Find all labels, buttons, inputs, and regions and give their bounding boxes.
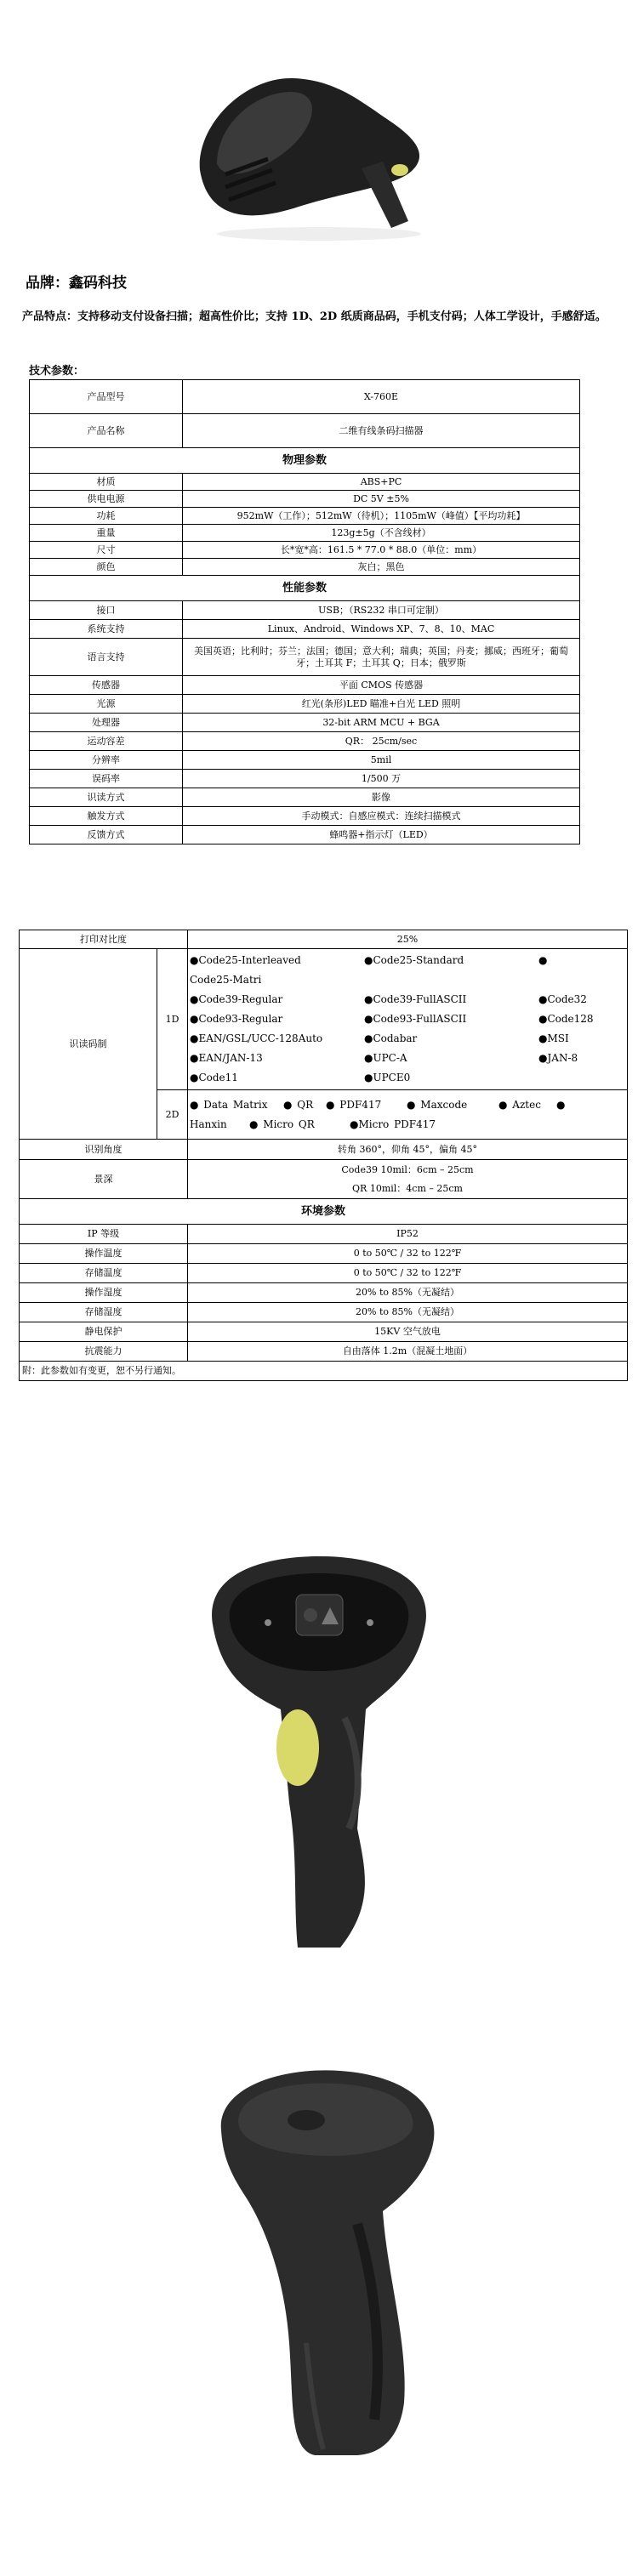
code-item: ●Codabar <box>364 1032 418 1044</box>
spec-label: 静电保护 <box>20 1322 188 1342</box>
code-item: ●MSI <box>538 1032 569 1044</box>
spec-label: 尺寸 <box>30 542 183 559</box>
spec-label: 触发方式 <box>30 807 183 826</box>
section-title: 性能参数 <box>30 576 580 601</box>
spec-label: 产品型号 <box>30 380 183 414</box>
spec-label: 打印对比度 <box>20 930 188 949</box>
note: 附：此参数如有变更，恕不另行通知。 <box>20 1362 628 1381</box>
code-item: ● Data Matrix <box>190 1098 268 1111</box>
spec-value: 0 to 50℃ / 32 to 122℉ <box>188 1264 628 1283</box>
code-item: Hanxin <box>190 1117 227 1130</box>
spec-value: 15KV 空气放电 <box>188 1322 628 1342</box>
spec-value: 手动模式：自感应模式：连续扫描模式 <box>183 807 580 826</box>
spec-value: USB；（RS232 串口可定制） <box>183 601 580 620</box>
spec-label: 操作湿度 <box>20 1283 188 1303</box>
spec-value: 转角 360°，仰角 45°，偏角 45° <box>188 1140 628 1160</box>
code-item: Code25-Matri <box>190 974 262 986</box>
spec-label: 产品名称 <box>30 414 183 448</box>
spec-value: 0 to 50℃ / 32 to 122℉ <box>188 1244 628 1264</box>
tech-title: 技术参数： <box>29 365 85 378</box>
spec-label: 操作温度 <box>20 1244 188 1264</box>
spec-label: 存储湿度 <box>20 1303 188 1322</box>
spec-value: DC 5V ±5% <box>183 491 580 508</box>
scanner-photo-front <box>170 1548 468 1973</box>
spec-value: 自由落体 1.2m（混凝土地面） <box>188 1342 628 1362</box>
code-item: ●Micro PDF417 <box>350 1117 436 1130</box>
spec-label: IP 等级 <box>20 1225 188 1244</box>
spec-label: 分辨率 <box>30 751 183 770</box>
spec-label: 识别角度 <box>20 1140 188 1160</box>
spec-label: 存储温度 <box>20 1264 188 1283</box>
code-item: ●Code93-FullASCII <box>364 1013 467 1025</box>
product-features: 产品特点：支持移动支付设备扫描；超高性价比；支持 1D、2D 纸质商品码，手机支付码；人体工学设计，手感舒适。 <box>22 310 607 323</box>
spec-table-2 <box>19 930 628 1381</box>
spec-label: 颜色 <box>30 559 183 576</box>
spec-value: ABS+PC <box>183 474 580 491</box>
code-item: ●Code39-Regular <box>190 993 283 1005</box>
code-item: ●Code32 <box>538 993 587 1005</box>
code-item: ● PDF417 <box>326 1098 382 1111</box>
spec-label: 重量 <box>30 525 183 542</box>
section-title: 物理参数 <box>30 448 580 474</box>
spec-value: 影像 <box>183 788 580 807</box>
code-item: ●UPCE0 <box>364 1072 411 1083</box>
spec-value: 蜂鸣器+指示灯（LED） <box>183 826 580 844</box>
code-item: ●Code25-Standard <box>364 954 464 966</box>
spec-value: 952mW（工作）；512mW（待机）；1105mW（峰值）【平均功耗】 <box>183 508 580 525</box>
spec-value: X-760E <box>183 380 580 414</box>
spec-label: 运动容差 <box>30 732 183 751</box>
spec-label: 识读方式 <box>30 788 183 807</box>
spec-value: 20% to 85%（无凝结） <box>188 1303 628 1322</box>
scanner-photo-side <box>187 2062 459 2471</box>
spec-label: 接口 <box>30 601 183 620</box>
spec-value: 25% <box>188 930 628 949</box>
spec-label: 供电电源 <box>30 491 183 508</box>
code-item: ●Code11 <box>190 1072 238 1083</box>
1d-code-list <box>188 949 628 1090</box>
scanner-photo-top <box>191 68 447 251</box>
spec-value <box>188 1160 628 1199</box>
spec-value: 1/500 万 <box>183 770 580 788</box>
code-item: ●Code128 <box>538 1013 594 1025</box>
spec-label: 反馈方式 <box>30 826 183 844</box>
spec-value: 5mil <box>183 751 580 770</box>
spec-value: IP52 <box>188 1225 628 1244</box>
spec-table <box>29 379 580 844</box>
spec-label: 功耗 <box>30 508 183 525</box>
brand-title: 品牌：鑫码科技 <box>26 275 127 292</box>
spec-label: 抗震能力 <box>20 1342 188 1362</box>
code-item: ● Aztec <box>498 1098 541 1111</box>
section-title: 环境参数 <box>20 1199 628 1225</box>
code-item: ● Micro QR <box>249 1117 315 1130</box>
code-item: ● Maxcode <box>407 1098 468 1111</box>
spec-value: 美国英语；比利时；芬兰；法国；德国；意大利；瑞典；英国；丹麦；挪威；西班牙；葡萄牙；土耳其 F；土耳其 Q；日本；俄罗斯 <box>183 639 580 676</box>
spec-value: 长*宽*高：161.5 * 77.0 * 88.0（单位：mm） <box>183 542 580 559</box>
dof-line: Code39 10mil：6cm – 25cm <box>341 1163 474 1175</box>
code-item: ● <box>538 954 548 966</box>
spec-label: 系统支持 <box>30 620 183 639</box>
code-item: ●Code39-FullASCII <box>364 993 467 1005</box>
spec-value: 二维有线条码扫描器 <box>183 414 580 448</box>
spec-label: 2D <box>157 1090 188 1140</box>
spec-label: 光源 <box>30 695 183 714</box>
spec-value: 灰白；黑色 <box>183 559 580 576</box>
spec-value: 平面 CMOS 传感器 <box>183 676 580 695</box>
2d-code-list <box>188 1090 628 1140</box>
spec-label: 材质 <box>30 474 183 491</box>
spec-label: 误码率 <box>30 770 183 788</box>
code-item: ●EAN/GSL/UCC-128Auto <box>190 1032 323 1044</box>
code-item: ● QR <box>283 1098 314 1111</box>
code-item: ● <box>556 1098 566 1111</box>
spec-value: Linux、Android、Windows XP、7、8、10、MAC <box>183 620 580 639</box>
code-item: ●EAN/JAN-13 <box>190 1052 263 1064</box>
code-item: ●JAN-8 <box>538 1052 578 1064</box>
code-item: ●Code93-Regular <box>190 1013 283 1025</box>
spec-value: 32-bit ARM MCU + BGA <box>183 714 580 732</box>
spec-value: 123g±5g（不含线材） <box>183 525 580 542</box>
spec-label: 识读码制 <box>20 949 157 1140</box>
spec-label: 处理器 <box>30 714 183 732</box>
spec-value: 20% to 85%（无凝结） <box>188 1283 628 1303</box>
spec-value: QR： 25cm/sec <box>183 732 580 751</box>
spec-label: 传感器 <box>30 676 183 695</box>
spec-label: 语言支持 <box>30 639 183 676</box>
spec-value: 红光(条形)LED 瞄准+白光 LED 照明 <box>183 695 580 714</box>
spec-label: 1D <box>157 949 188 1090</box>
code-item: ●Code25-Interleaved <box>190 954 301 966</box>
spec-label: 景深 <box>20 1160 188 1199</box>
code-item: ●UPC-A <box>364 1052 407 1064</box>
dof-line: QR 10mil：4cm – 25cm <box>352 1182 463 1194</box>
